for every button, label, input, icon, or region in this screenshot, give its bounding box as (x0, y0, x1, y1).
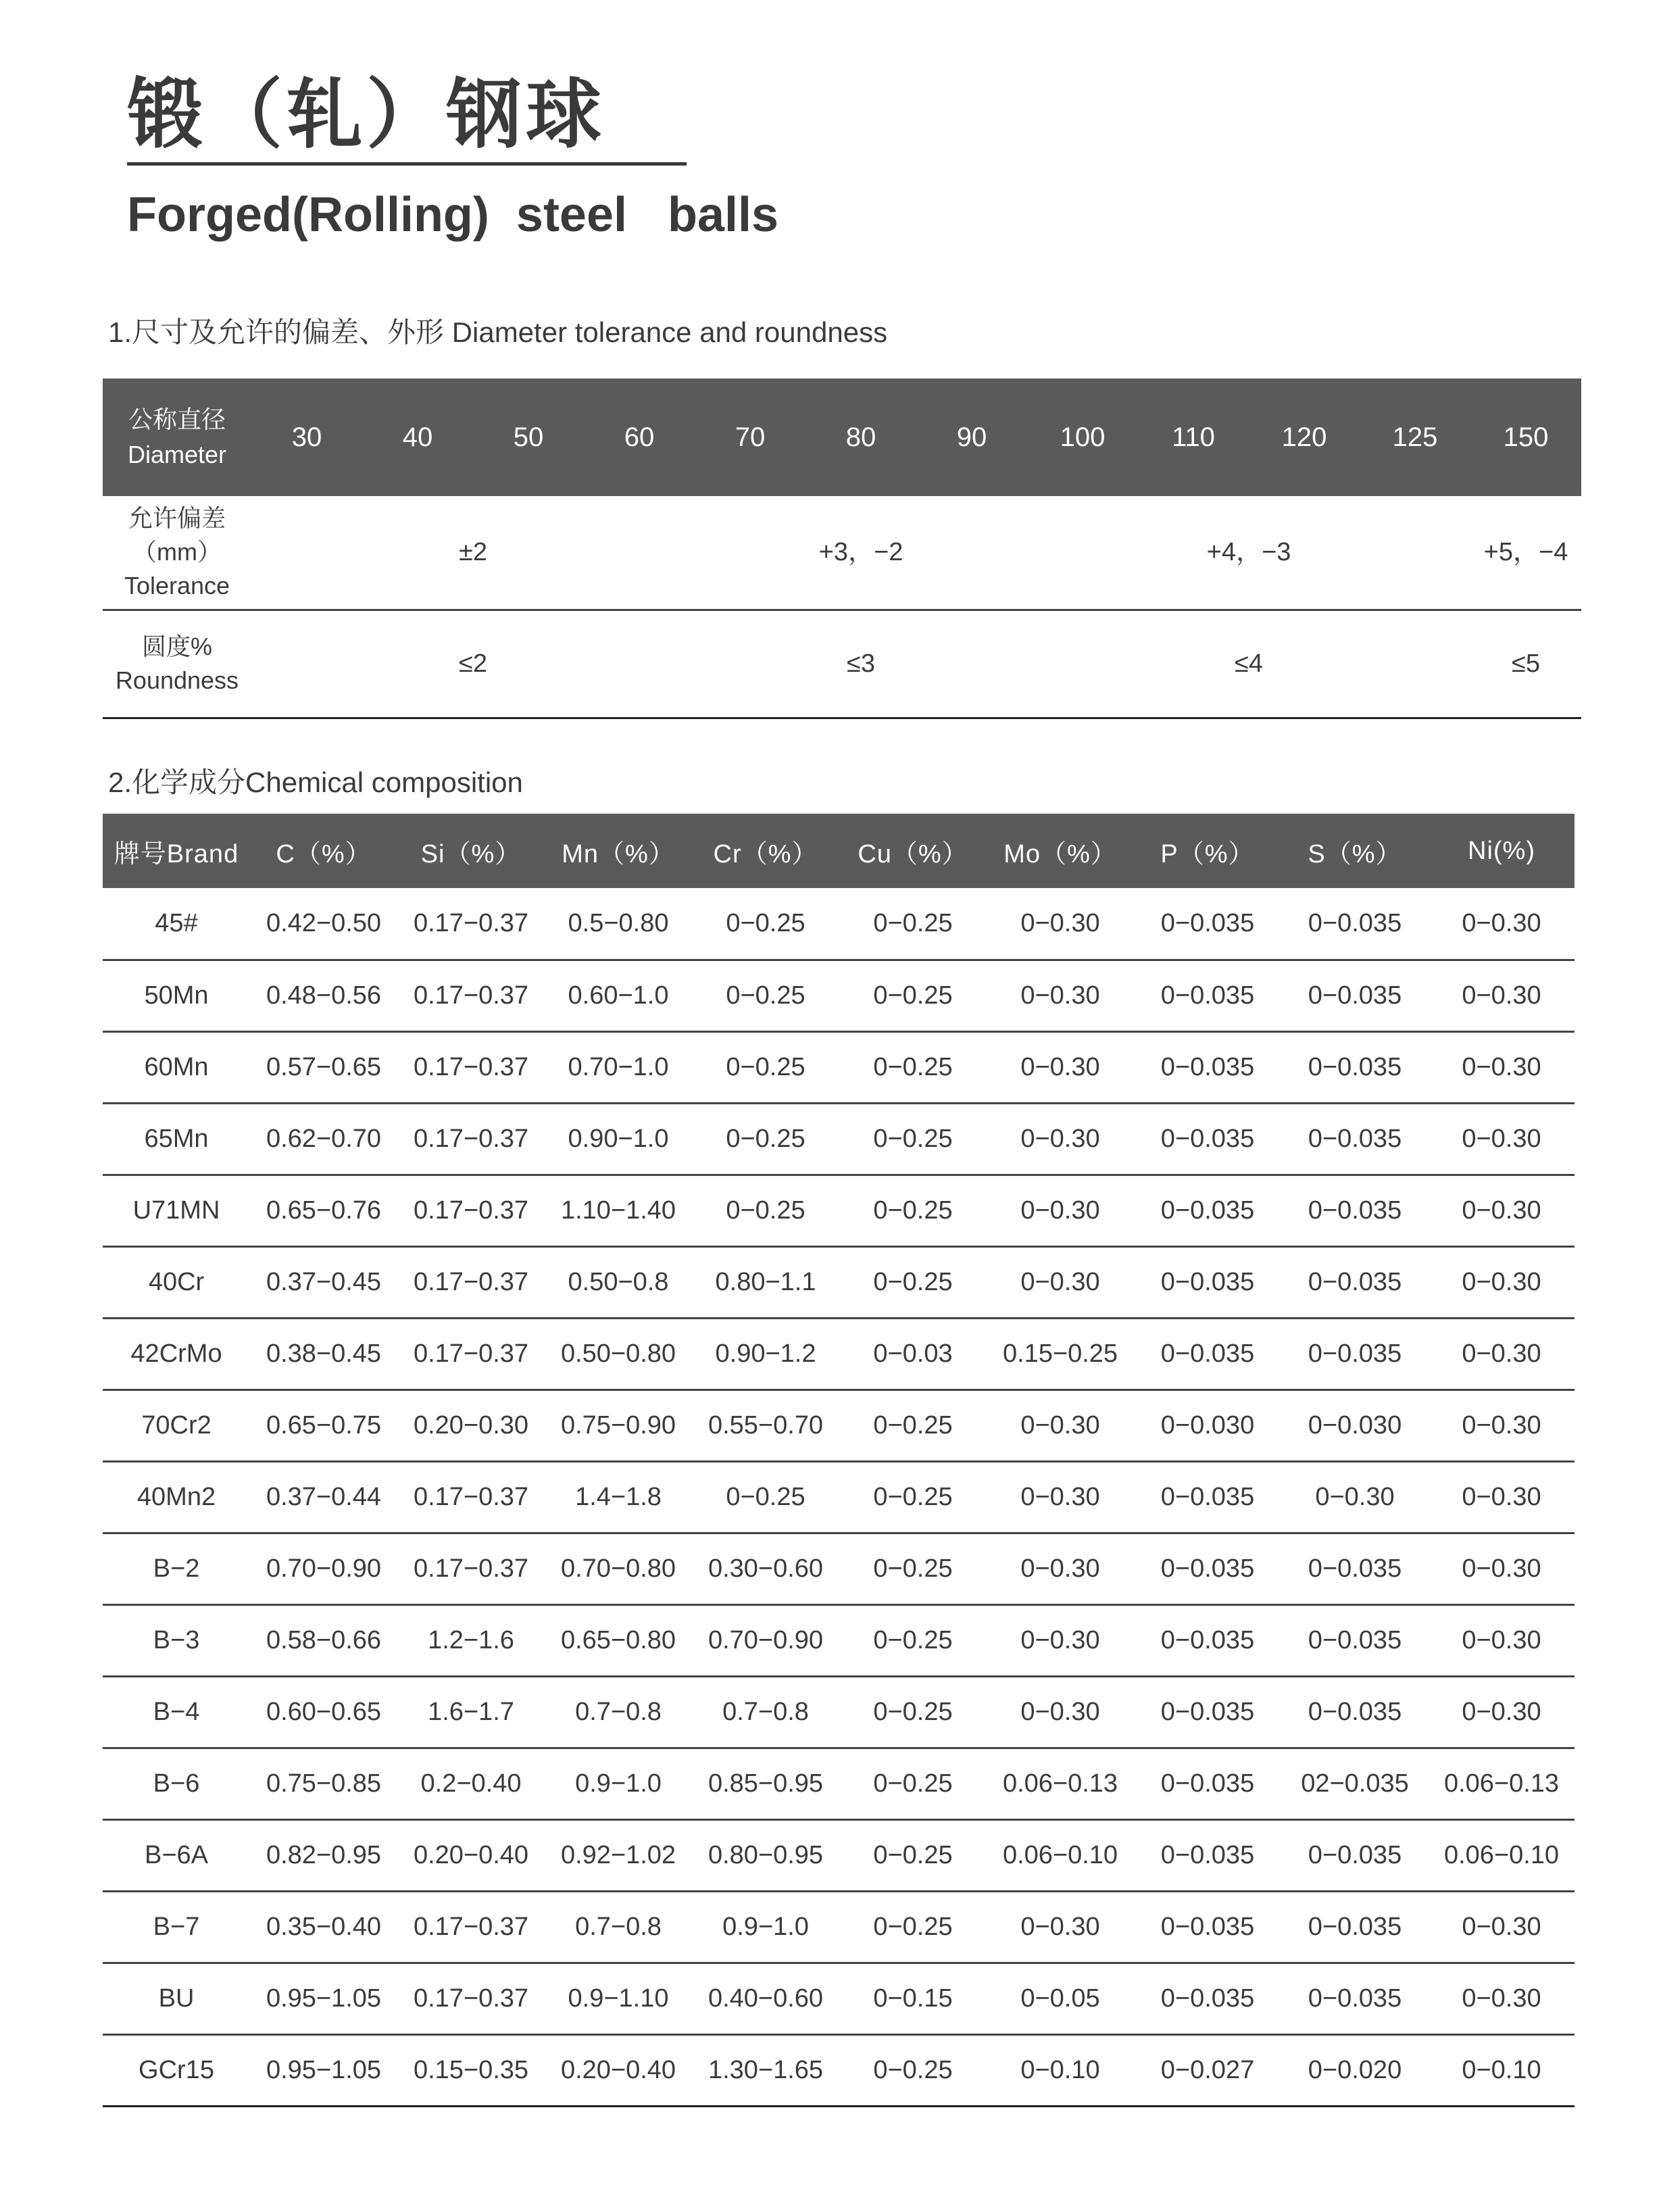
composition-cell: 0−0.035 (1160, 1769, 1255, 1798)
column-header: S（%） (1308, 839, 1402, 868)
composition-cell: 0.17−0.37 (413, 1052, 529, 1081)
composition-cell: 0−0.035 (1308, 1124, 1402, 1153)
diameter-value: 70 (735, 422, 766, 452)
composition-cell: 1.10−1.40 (560, 1196, 676, 1225)
composition-cell: 0.2−0.40 (420, 1769, 522, 1798)
composition-cell: 0−0.30 (1020, 908, 1100, 937)
composition-cell: 0−0.25 (726, 1052, 805, 1081)
diameter-header-row (103, 378, 1581, 496)
tolerance-table (103, 378, 1581, 719)
composition-cell: 0−0.03 (873, 1339, 953, 1368)
page-title-en: Forged(Rolling) steel balls (127, 188, 779, 242)
composition-cell: 0.60−1.0 (568, 981, 669, 1010)
diameter-value: 125 (1392, 422, 1438, 452)
section-title-chemical: 2.化学成分Chemical composition (108, 766, 523, 798)
composition-cell: 0−0.035 (1160, 1697, 1255, 1726)
roundness-label-en: Roundness (115, 666, 239, 694)
composition-cell: 0−0.035 (1160, 1482, 1255, 1511)
composition-cell: 0.48−0.56 (266, 981, 382, 1010)
composition-cell: 0−0.25 (873, 981, 953, 1010)
brand-cell: 40Mn2 (137, 1482, 216, 1511)
composition-cell: 0.17−0.37 (413, 1267, 529, 1296)
diameter-value: 40 (402, 422, 433, 452)
composition-cell: 0.90−1.2 (715, 1339, 816, 1368)
composition-cell: 0.17−0.37 (413, 1554, 529, 1583)
brand-cell: B−6 (153, 1769, 200, 1798)
composition-cell: 0.65−0.75 (266, 1410, 382, 1440)
composition-cell: 0.5−0.80 (568, 908, 669, 937)
brand-cell: B−4 (153, 1697, 200, 1726)
composition-cell: 0.30−0.60 (708, 1554, 824, 1583)
composition-cell: 0.7−0.8 (722, 1697, 809, 1726)
diameter-value: 120 (1281, 422, 1327, 452)
page-title-cn: 锻（轧）钢球 (127, 71, 605, 159)
composition-cell: 0.75−0.90 (560, 1410, 676, 1440)
composition-cell: 0.55−0.70 (708, 1410, 824, 1440)
table-row (103, 1819, 1575, 1891)
composition-cell: 0−0.30 (1020, 1625, 1100, 1654)
diameter-value: 110 (1172, 422, 1215, 452)
composition-cell: 0.92−1.02 (560, 1840, 676, 1869)
table-row (103, 1246, 1575, 1318)
composition-cell: 0.17−0.37 (413, 1339, 529, 1368)
brand-cell: BU (158, 1984, 195, 2013)
composition-cell: 0.70−1.0 (568, 1052, 669, 1081)
diameter-value: 100 (1060, 422, 1106, 452)
roundness-value: ≤4 (1235, 649, 1263, 678)
brand-cell: 70Cr2 (141, 1410, 212, 1440)
composition-cell: 0−0.027 (1160, 2055, 1255, 2084)
composition-cell: 0.17−0.37 (413, 908, 529, 937)
composition-cell: 0.57−0.65 (266, 1052, 382, 1081)
composition-cell: 0−0.035 (1160, 1840, 1255, 1869)
diameter-value: 150 (1503, 422, 1549, 452)
composition-cell: 0.06−0.13 (1002, 1769, 1118, 1798)
composition-cell: 0−0.035 (1160, 1267, 1255, 1296)
brand-cell: 50Mn (144, 981, 209, 1010)
chemical-composition-table (103, 814, 1575, 2107)
composition-cell: 0−0.30 (1462, 1052, 1541, 1081)
composition-cell: 0−0.30 (1462, 1625, 1541, 1654)
composition-cell: 0−0.30 (1462, 908, 1541, 937)
composition-cell: 0.06−0.10 (1443, 1840, 1560, 1869)
composition-cell: 0−0.25 (873, 1769, 953, 1798)
diameter-value: 90 (956, 422, 987, 452)
composition-cell: 0−0.035 (1308, 1267, 1402, 1296)
table-row (103, 1963, 1575, 2034)
chemical-header-row (103, 814, 1575, 888)
composition-cell: 0−0.25 (726, 908, 805, 937)
composition-cell: 0.35−0.40 (266, 1912, 382, 1941)
roundness-value: ≤5 (1512, 649, 1540, 678)
composition-cell: 0−0.25 (873, 1267, 953, 1296)
composition-cell: 0.62−0.70 (266, 1124, 382, 1153)
title-underline (127, 162, 687, 166)
composition-cell: 0−0.035 (1308, 1984, 1402, 2013)
roundness-row (103, 610, 1581, 718)
composition-cell: 0−0.30 (1020, 1697, 1100, 1726)
composition-cell: 0−0.25 (873, 1482, 953, 1511)
composition-cell: 0−0.035 (1308, 1052, 1402, 1081)
composition-cell: 0−0.30 (1020, 1267, 1100, 1296)
tolerance-value: ±2 (459, 538, 487, 567)
composition-cell: 0.9−1.10 (568, 1984, 669, 2013)
composition-cell: 1.2−1.6 (428, 1625, 514, 1654)
column-header: Mn（%） (562, 839, 675, 868)
composition-cell: 0−0.035 (1308, 908, 1402, 937)
composition-cell: 0.80−1.1 (715, 1267, 816, 1296)
diameter-value: 60 (624, 422, 655, 452)
composition-cell: 0−0.25 (726, 1196, 805, 1225)
brand-cell: GCr15 (139, 2055, 214, 2084)
composition-cell: 0.70−0.90 (266, 1554, 382, 1583)
composition-cell: 0−0.30 (1462, 981, 1541, 1010)
table-row (103, 1175, 1575, 1246)
composition-cell: 0.9−1.0 (575, 1769, 662, 1798)
tolerance-label-unit: （mm） (132, 538, 222, 566)
composition-cell: 0.42−0.50 (266, 908, 382, 937)
column-header: Cr（%） (713, 839, 818, 868)
table-row (103, 1103, 1575, 1175)
composition-cell: 0−0.30 (1020, 1912, 1100, 1941)
composition-cell: 0.65−0.76 (266, 1196, 382, 1225)
composition-cell: 1.4−1.8 (575, 1482, 662, 1511)
brand-cell: 42CrMo (130, 1339, 222, 1368)
composition-cell: 0.90−1.0 (568, 1124, 669, 1153)
table-row (103, 1390, 1575, 1461)
composition-cell: 0.95−1.05 (266, 1984, 382, 2013)
roundness-label-cn: 圆度% (141, 633, 212, 660)
composition-cell: 0.17−0.37 (413, 1124, 529, 1153)
composition-cell: 0−0.30 (1462, 1196, 1541, 1225)
composition-cell: 0−0.035 (1160, 1912, 1255, 1941)
composition-cell: 0−0.035 (1160, 1196, 1255, 1225)
composition-cell: 0−0.035 (1308, 1339, 1402, 1368)
composition-cell: 0−0.030 (1308, 1410, 1402, 1440)
table-row (103, 1676, 1575, 1748)
composition-cell: 0.75−0.85 (266, 1769, 382, 1798)
composition-cell: 0−0.035 (1308, 1912, 1402, 1941)
tolerance-value: +3，−2 (818, 538, 903, 567)
column-header: 牌号Brand (114, 839, 239, 868)
composition-cell: 0−0.035 (1308, 981, 1402, 1010)
composition-cell: 0−0.25 (873, 1124, 953, 1153)
diameter-value: 80 (845, 422, 876, 452)
composition-cell: 0−0.25 (873, 908, 953, 937)
brand-cell: B−3 (153, 1625, 200, 1654)
composition-cell: 0.70−0.90 (708, 1625, 824, 1654)
composition-cell: 0−0.30 (1462, 1912, 1541, 1941)
composition-cell: 0−0.25 (873, 1554, 953, 1583)
composition-cell: 0−0.05 (1020, 1984, 1100, 2013)
table-row (103, 1748, 1575, 1819)
composition-cell: 0−0.30 (1462, 1410, 1541, 1440)
composition-cell: 0−0.30 (1462, 1482, 1541, 1511)
composition-cell: 0.15−0.35 (413, 2055, 529, 2084)
composition-cell: 0−0.035 (1160, 981, 1255, 1010)
composition-cell: 0−0.30 (1020, 981, 1100, 1010)
composition-cell: 0.85−0.95 (708, 1769, 824, 1798)
composition-cell: 0.17−0.37 (413, 1912, 529, 1941)
composition-cell: 0−0.035 (1160, 1625, 1255, 1654)
composition-cell: 0−0.30 (1020, 1554, 1100, 1583)
composition-cell: 0−0.30 (1315, 1482, 1395, 1511)
composition-cell: 0.20−0.30 (413, 1410, 529, 1440)
composition-cell: 0−0.035 (1160, 908, 1255, 937)
table-row (103, 1461, 1575, 1533)
composition-cell: 0−0.25 (873, 1410, 953, 1440)
column-header: P（%） (1160, 839, 1255, 868)
diameter-value: 30 (291, 422, 322, 452)
brand-cell: 40Cr (148, 1267, 205, 1296)
composition-cell: 1.30−1.65 (708, 2055, 824, 2084)
composition-cell: 0−0.035 (1308, 1554, 1402, 1583)
composition-cell: 0−0.30 (1020, 1124, 1100, 1153)
roundness-label (103, 610, 251, 718)
composition-cell: 0.60−0.65 (266, 1697, 382, 1726)
diameter-label-en: Diameter (127, 441, 227, 468)
diameter-header-label (103, 378, 251, 496)
composition-cell: 0.9−1.0 (722, 1912, 809, 1941)
composition-cell: 0−0.30 (1462, 1267, 1541, 1296)
composition-cell: 0.37−0.45 (266, 1267, 382, 1296)
table-row (103, 1891, 1575, 1963)
composition-cell: 0−0.035 (1160, 1984, 1255, 2013)
composition-cell: 0−0.25 (873, 1196, 953, 1225)
composition-cell: 0−0.30 (1020, 1410, 1100, 1440)
composition-cell: 0.50−0.80 (560, 1339, 676, 1368)
composition-cell: 0−0.035 (1308, 1625, 1402, 1654)
tolerance-value: +5，−4 (1483, 538, 1568, 567)
column-header: C（%） (276, 839, 372, 868)
brand-cell: B−6A (144, 1840, 209, 1869)
table-row (103, 1318, 1575, 1390)
composition-cell: 0.7−0.8 (575, 1912, 662, 1941)
composition-cell: 0−0.035 (1160, 1124, 1255, 1153)
column-header: Ni(%) (1468, 836, 1535, 865)
composition-cell: 0.7−0.8 (575, 1697, 662, 1726)
composition-cell: 0.17−0.37 (413, 1984, 529, 2013)
table-row (103, 1604, 1575, 1676)
composition-cell: 1.6−1.7 (428, 1697, 514, 1726)
composition-cell: 0−0.25 (726, 1124, 805, 1153)
composition-cell: 0.17−0.37 (413, 981, 529, 1010)
composition-cell: 0−0.30 (1020, 1052, 1100, 1081)
composition-cell: 0−0.30 (1462, 1984, 1541, 2013)
roundness-value: ≤3 (847, 649, 875, 678)
brand-cell: 45# (155, 908, 198, 937)
composition-cell: 0.80−0.95 (708, 1840, 824, 1869)
composition-cell: 0.06−0.13 (1443, 1769, 1560, 1798)
tolerance-label-cn: 允许偏差 (128, 504, 226, 533)
diameter-value: 50 (513, 422, 544, 452)
composition-cell: 0−0.25 (873, 1052, 953, 1081)
column-header: Cu（%） (858, 839, 968, 868)
column-header: Mo（%） (1003, 839, 1117, 868)
composition-cell: 0.58−0.66 (266, 1625, 382, 1654)
brand-cell: U71MN (132, 1196, 220, 1225)
tolerance-label (103, 496, 251, 610)
composition-cell: 0−0.035 (1308, 1840, 1402, 1869)
composition-cell: 0.38−0.45 (266, 1339, 382, 1368)
composition-cell: 0.65−0.80 (560, 1625, 676, 1654)
composition-cell: 0.20−0.40 (560, 2055, 676, 2084)
composition-cell: 0.82−0.95 (266, 1840, 382, 1869)
chemical-table-body (103, 888, 1575, 2106)
composition-cell: 0−0.25 (873, 1625, 953, 1654)
composition-cell: 0−0.25 (873, 1840, 953, 1869)
brand-cell: 65Mn (144, 1124, 209, 1153)
composition-cell: 0.37−0.44 (266, 1482, 382, 1511)
composition-cell: 0−0.25 (873, 1697, 953, 1726)
table-row (103, 1533, 1575, 1604)
composition-cell: 0.95−1.05 (266, 2055, 382, 2084)
composition-cell: 0−0.035 (1308, 1196, 1402, 1225)
composition-cell: 0.50−0.8 (568, 1267, 669, 1296)
composition-cell: 0.06−0.10 (1002, 1840, 1118, 1869)
composition-cell: 0−0.035 (1308, 1697, 1402, 1726)
composition-cell: 0.40−0.60 (708, 1984, 824, 2013)
composition-cell: 0−0.10 (1020, 2055, 1100, 2084)
composition-cell: 0.17−0.37 (413, 1482, 529, 1511)
composition-cell: 0−0.020 (1308, 2055, 1402, 2084)
composition-cell: 0−0.30 (1462, 1339, 1541, 1368)
composition-cell: 0−0.035 (1160, 1554, 1255, 1583)
brand-cell: B−2 (153, 1554, 200, 1583)
composition-cell: 02−0.035 (1301, 1769, 1409, 1798)
composition-cell: 0.70−0.80 (560, 1554, 676, 1583)
composition-cell: 0.15−0.25 (1002, 1339, 1118, 1368)
table-row (103, 960, 1575, 1031)
tolerance-label-en: Tolerance (124, 572, 230, 600)
tolerance-row (103, 496, 1581, 610)
composition-cell: 0−0.15 (873, 1984, 953, 2013)
composition-cell: 0−0.25 (726, 981, 805, 1010)
composition-cell: 0−0.035 (1160, 1052, 1255, 1081)
section-title-tolerance: 1.尺寸及允许的偏差、外形 Diameter tolerance and roundness (108, 316, 888, 348)
composition-cell: 0−0.30 (1462, 1697, 1541, 1726)
table-row (103, 1031, 1575, 1103)
composition-cell: 0−0.30 (1020, 1482, 1100, 1511)
composition-cell: 0−0.30 (1462, 1124, 1541, 1153)
roundness-value: ≤2 (459, 649, 487, 678)
composition-cell: 0−0.30 (1462, 1554, 1541, 1583)
diameter-label-cn: 公称直径 (128, 405, 226, 433)
brand-cell: B−7 (153, 1912, 200, 1941)
composition-cell: 0.17−0.37 (413, 1196, 529, 1225)
composition-cell: 0−0.030 (1160, 1410, 1255, 1440)
composition-cell: 0.20−0.40 (413, 1840, 529, 1869)
brand-cell: 60Mn (144, 1052, 209, 1081)
composition-cell: 0−0.25 (873, 2055, 953, 2084)
composition-cell: 0−0.25 (726, 1482, 805, 1511)
table-row (103, 888, 1575, 960)
table-row (103, 2034, 1575, 2106)
column-header: Si（%） (420, 839, 522, 868)
composition-cell: 0−0.25 (873, 1912, 953, 1941)
tolerance-value: +4，−3 (1206, 538, 1291, 567)
composition-cell: 0−0.10 (1462, 2055, 1541, 2084)
composition-cell: 0−0.035 (1160, 1339, 1255, 1368)
composition-cell: 0−0.30 (1020, 1196, 1100, 1225)
